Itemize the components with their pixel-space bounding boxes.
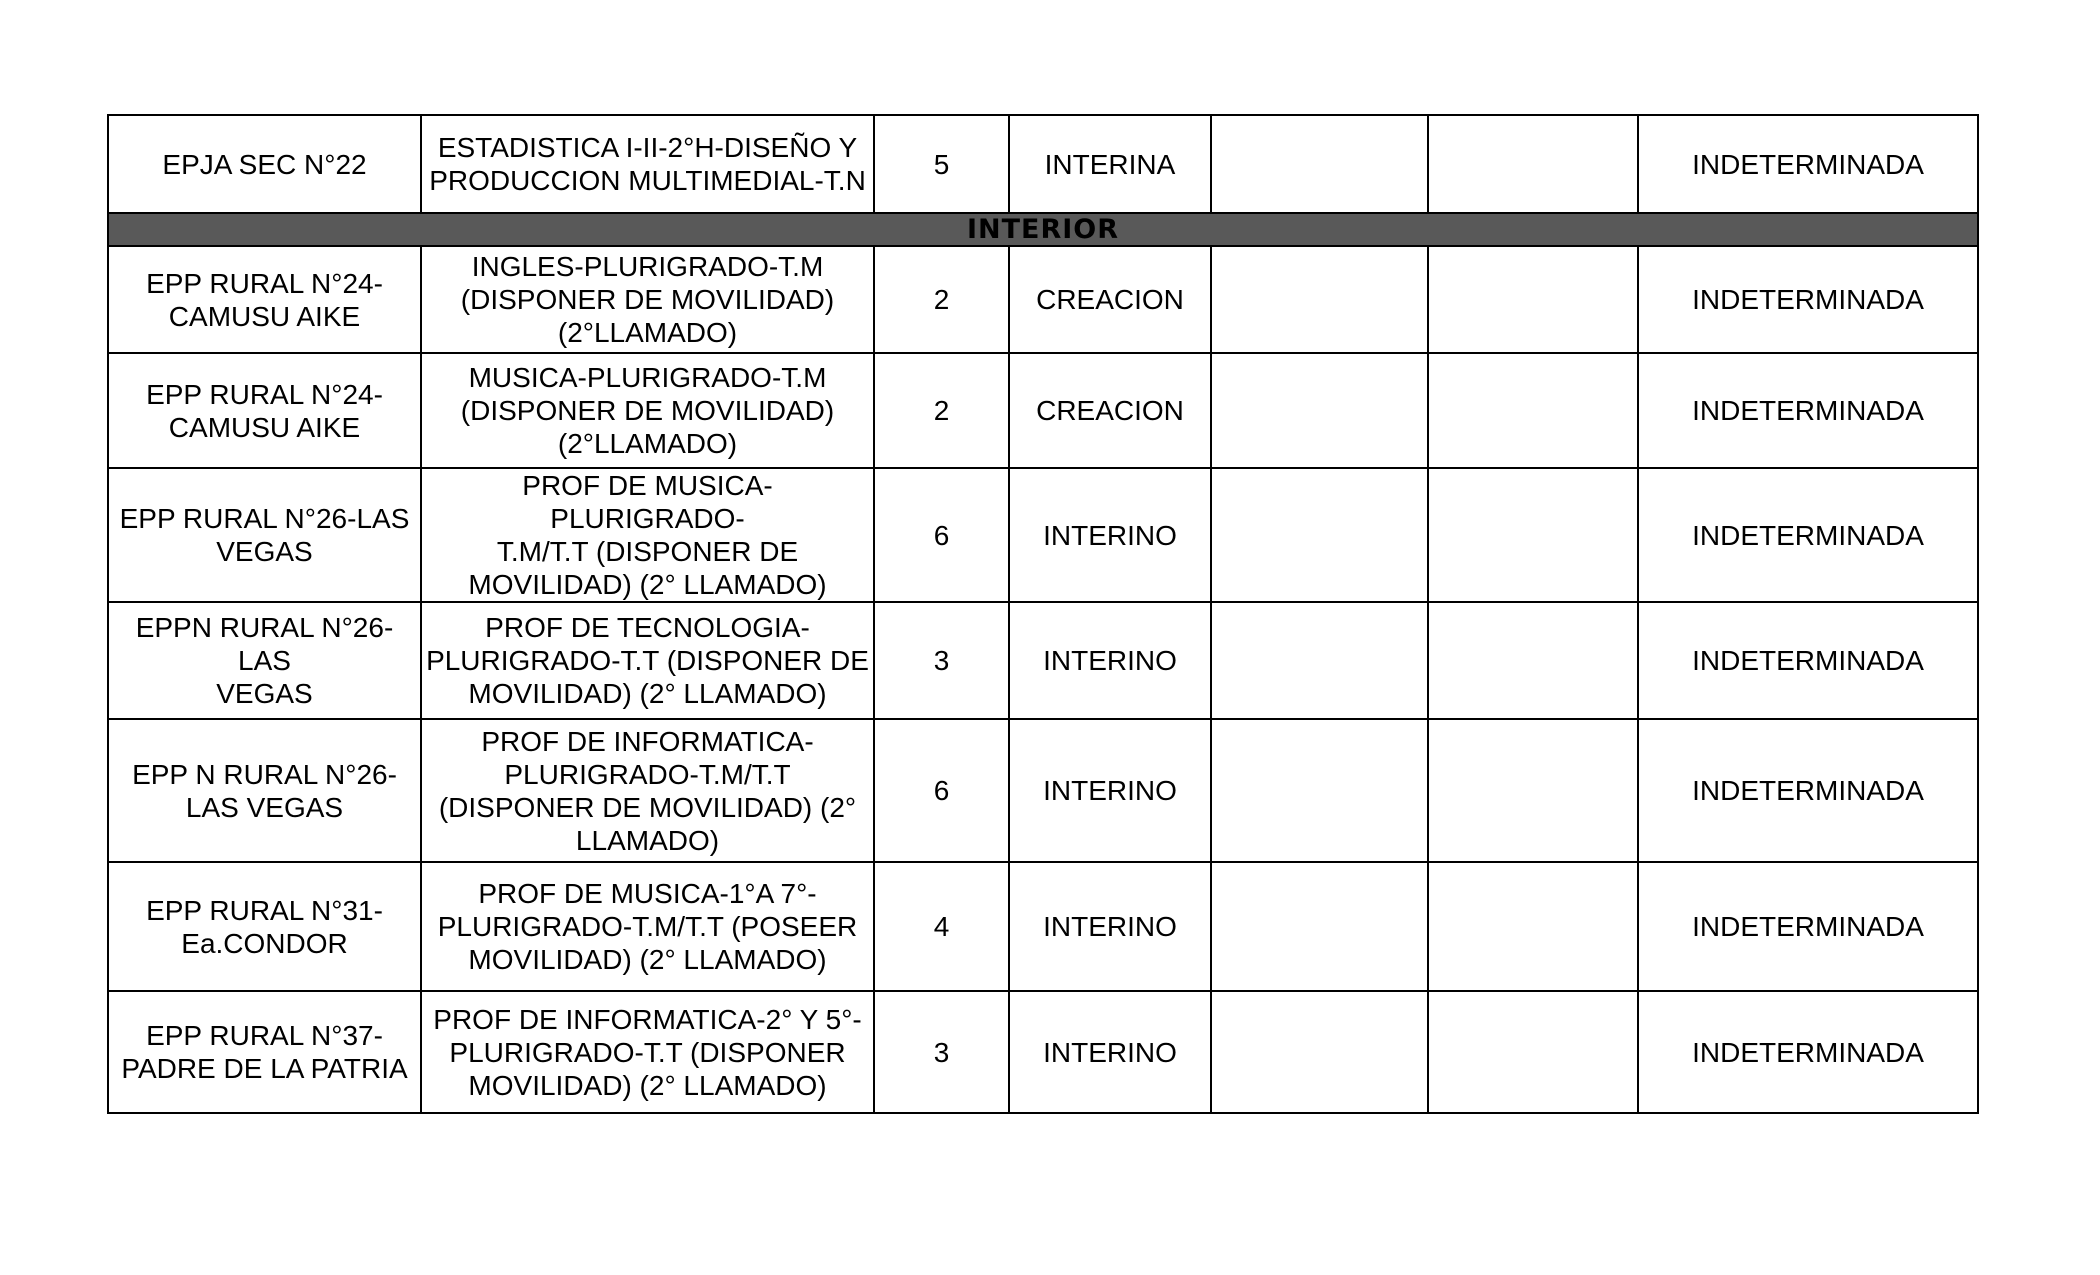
hours-cell: 5 [874,115,1009,213]
status-cell: CREACION [1009,353,1211,468]
vacancy-table [107,114,1979,1114]
empty-cell [1428,115,1638,213]
school-cell: EPP N RURAL N°26- LAS VEGAS [108,719,421,862]
status-cell: CREACION [1009,246,1211,353]
subject-cell: PROF DE INFORMATICA-2° Y 5°- PLURIGRADO-T.T (DISPONER MOVILIDAD) (2° LLAMADO) [421,991,874,1113]
status-cell: INTERINO [1009,862,1211,991]
school-cell: EPP RURAL N°37- PADRE DE LA PATRIA [108,991,421,1113]
status-cell: INTERINO [1009,991,1211,1113]
hours-cell: 6 [874,468,1009,602]
duration-cell: INDETERMINADA [1638,468,1978,602]
table-row [108,991,1978,1113]
empty-cell [1211,602,1428,719]
subject-cell: INGLES-PLURIGRADO-T.M (DISPONER DE MOVILIDAD) (2°LLAMADO) [421,246,874,353]
empty-cell [1211,246,1428,353]
subject-cell: ESTADISTICA I-II-2°H-DISEÑO Y PRODUCCION MULTIMEDIAL-T.N [421,115,874,213]
school-cell: EPP RURAL N°26-LAS VEGAS [108,468,421,602]
hours-cell: 3 [874,991,1009,1113]
table-row [108,602,1978,719]
table-row [108,719,1978,862]
duration-cell: INDETERMINADA [1638,862,1978,991]
empty-cell [1428,862,1638,991]
duration-cell: INDETERMINADA [1638,719,1978,862]
duration-cell: INDETERMINADA [1638,602,1978,719]
table-row [108,115,1978,213]
empty-cell [1211,991,1428,1113]
hours-cell: 4 [874,862,1009,991]
subject-cell: MUSICA-PLURIGRADO-T.M (DISPONER DE MOVILIDAD) (2°LLAMADO) [421,353,874,468]
section-header-row [108,213,1978,246]
empty-cell [1428,719,1638,862]
subject-cell: PROF DE INFORMATICA- PLURIGRADO-T.M/T.T (DISPONER DE MOVILIDAD) (2° LLAMADO) [421,719,874,862]
empty-cell [1211,468,1428,602]
subject-cell: PROF DE TECNOLOGIA- PLURIGRADO-T.T (DISPONER DE MOVILIDAD) (2° LLAMADO) [421,602,874,719]
subject-cell: PROF DE MUSICA-1°A 7°- PLURIGRADO-T.M/T.T (POSEER MOVILIDAD) (2° LLAMADO) [421,862,874,991]
table-row [108,468,1978,602]
empty-cell [1428,353,1638,468]
document-page [107,114,1977,1114]
duration-cell: INDETERMINADA [1638,115,1978,213]
empty-cell [1211,115,1428,213]
empty-cell [1428,468,1638,602]
school-cell: EPPN RURAL N°26-LAS VEGAS [108,602,421,719]
hours-cell: 2 [874,353,1009,468]
empty-cell [1428,602,1638,719]
duration-cell: INDETERMINADA [1638,353,1978,468]
empty-cell [1428,991,1638,1113]
empty-cell [1211,719,1428,862]
status-cell: INTERINO [1009,468,1211,602]
hours-cell: 2 [874,246,1009,353]
empty-cell [1211,353,1428,468]
duration-cell: INDETERMINADA [1638,246,1978,353]
table-row [108,246,1978,353]
school-cell: EPP RURAL N°24- CAMUSU AIKE [108,246,421,353]
status-cell: INTERINO [1009,719,1211,862]
subject-cell: PROF DE MUSICA-PLURIGRADO- T.M/T.T (DISPONER DE MOVILIDAD) (2° LLAMADO) [421,468,874,602]
school-cell: EPP RURAL N°24- CAMUSU AIKE [108,353,421,468]
status-cell: INTERINO [1009,602,1211,719]
empty-cell [1428,246,1638,353]
school-cell: EPP RURAL N°31- Ea.CONDOR [108,862,421,991]
status-cell: INTERINA [1009,115,1211,213]
hours-cell: 3 [874,602,1009,719]
table-row [108,862,1978,991]
section-header: INTERIOR [108,213,1978,246]
duration-cell: INDETERMINADA [1638,991,1978,1113]
school-cell: EPJA SEC N°22 [108,115,421,213]
empty-cell [1211,862,1428,991]
table-row [108,353,1978,468]
hours-cell: 6 [874,719,1009,862]
